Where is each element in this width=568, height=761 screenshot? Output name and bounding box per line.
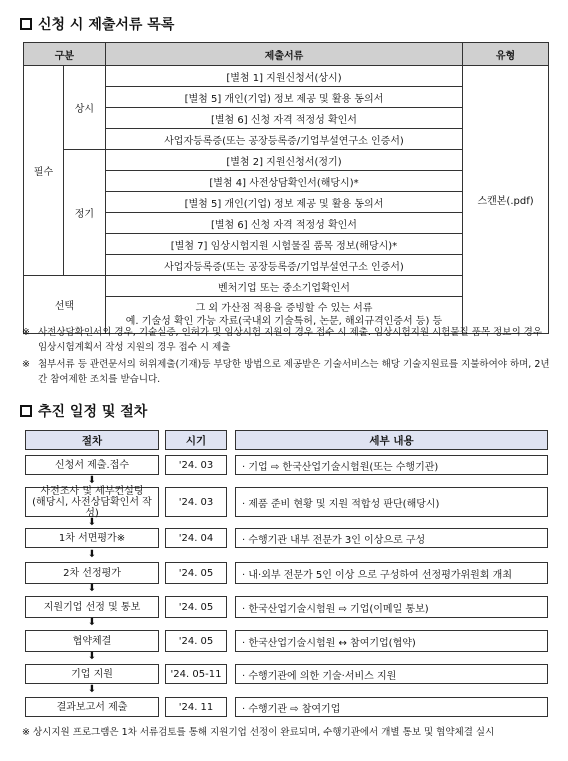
period-box: '24. 03 [165, 487, 227, 517]
note-mark: ※ [22, 327, 30, 338]
document-cell: [별첨 5] 개인(기업) 정보 제공 및 활용 동의서 [105, 192, 462, 213]
note-mark: ※ [22, 359, 30, 370]
arrow-down-icon: ⬇ [87, 475, 97, 486]
document-cell: [별첨 6] 신청 자격 적정성 확인서 [105, 213, 462, 234]
arrow-down-icon: ⬇ [87, 684, 97, 695]
period-box: '24. 05-11 [165, 664, 227, 684]
step-box: 지원기업 선정 및 통보 [25, 596, 159, 618]
document-cell: 사업자등록증(또는 공장등록증/기업부설연구소 인증서) [105, 255, 462, 276]
step-box: 협약체결 [25, 630, 159, 652]
note-false-submission [22, 357, 550, 387]
step-box: 신청서 제출.접수 [25, 455, 159, 475]
period-box: '24. 03 [165, 455, 227, 475]
detail-box: · 수행기관에 의한 기술·서비스 지원 [235, 664, 548, 684]
step-box: 기업 지원 [25, 664, 159, 684]
detail-box: · 내·외부 전문가 5인 이상 으로 구성하여 선정평가위원회 개최 [235, 562, 548, 584]
detail-box: · 한국산업기술시험원 ↔ 참여기업(협약) [235, 630, 548, 652]
detail-box: · 한국산업기술시험원 ⇨ 기업(이메일 통보) [235, 596, 548, 618]
arrow-down-icon: ⬇ [87, 549, 97, 560]
documents-table [23, 42, 549, 334]
document-line: 그 외 가산점 적용을 증빙할 수 있는 서류 [195, 303, 373, 314]
arrow-down-icon: ⬇ [87, 651, 97, 662]
note-text: 사전상담확인서의 경우, 기술실증, 인허가 및 임상시험 지원의 경우 접수 시 제출. 임상시험지원 시험물질 품목 정보의 경우 임상시험계획서 작성 지원의 경우 접수 시 제출 [38, 327, 543, 353]
section-title-schedule [20, 401, 147, 421]
document-cell: [별첨 5] 개인(기업) 정보 제공 및 활용 동의서 [105, 87, 462, 108]
header-documents: 제출서류 [105, 43, 462, 66]
header-type: 유형 [463, 43, 549, 66]
section-title-documents [20, 14, 174, 34]
table-row [24, 66, 549, 87]
document-cell: [별첨 1] 지원신청서(상시) [105, 66, 462, 87]
step-box: 결과보고서 제출 [25, 697, 159, 717]
period-box: '24. 04 [165, 528, 227, 548]
section-title-text: 추진 일정 및 절차 [38, 404, 148, 420]
subcategory-always: 상시 [63, 66, 105, 150]
header-step: 절차 [25, 430, 159, 450]
arrow-down-icon: ⬇ [87, 617, 97, 628]
note-consultation [22, 325, 550, 355]
period-box: '24. 05 [165, 562, 227, 584]
document-cell: 벤처기업 또는 중소기업확인서 [105, 276, 462, 297]
type-cell: 스캔본(.pdf) [463, 66, 549, 334]
step-box: 1차 서면평가※ [25, 528, 159, 548]
step-subtext: (해당시, 사전상담확인서 작성) [32, 496, 152, 519]
document-cell: [별첨 7] 임상시험지원 시험물질 품목 정보(해당시)* [105, 234, 462, 255]
header-category: 구분 [24, 43, 106, 66]
document-cell: [별첨 6] 신청 자격 적정성 확인서 [105, 108, 462, 129]
note-text: 첨부서류 등 관련문서의 허위제출(기재)등 부당한 방법으로 제공받은 기술서비스는 해당 기술지원료를 지불하여야 하며, 2년간 참여제한 조치를 받습니다. [38, 359, 550, 385]
header-detail: 세부 내용 [235, 430, 548, 450]
step-text: 사전조사 및 세부컨설팅 [40, 485, 144, 497]
subcategory-regular: 정기 [63, 150, 105, 276]
detail-box: · 제품 준비 현황 및 지원 적합성 판단(해당시) [235, 487, 548, 517]
detail-box: · 기업 ⇨ 한국산업기술시험원(또는 수행기관) [235, 455, 548, 475]
document-cell: [별첨 4] 사전상담확인서(해당시)* [105, 171, 462, 192]
arrow-down-icon: ⬇ [87, 517, 97, 528]
step-box [25, 487, 159, 517]
period-box: '24. 05 [165, 630, 227, 652]
checkbox-square-icon [20, 18, 32, 30]
document-cell: [별첨 2] 지원신청서(정기) [105, 150, 462, 171]
period-box: '24. 05 [165, 596, 227, 618]
footnote: ※ 상시지원 프로그램은 1차 서류검토를 통해 지원기업 선정이 완료되며, 수행기관에서 개별 통보 및 협약체결 실시 [22, 727, 495, 738]
document-line: 예. 기술성 확인 가능 자료(국내외 기술특허, 논문, 해외규격인증서 등) 등 [125, 316, 443, 327]
category-optional: 선택 [24, 276, 106, 334]
checkbox-square-icon [20, 405, 32, 417]
category-required: 필수 [24, 66, 64, 276]
section-title-text: 신청 시 제출서류 목록 [38, 17, 175, 33]
step-box: 2차 선정평가 [25, 562, 159, 584]
detail-box: · 수행기관 ⇨ 참여기업 [235, 697, 548, 717]
arrow-down-icon: ⬇ [87, 583, 97, 594]
documents-header-row [24, 43, 549, 66]
document-cell: 사업자등록증(또는 공장등록증/기업부설연구소 인증서) [105, 129, 462, 150]
header-period: 시기 [165, 430, 227, 450]
detail-box: · 수행기관 내부 전문가 3인 이상으로 구성 [235, 528, 548, 548]
period-box: '24. 11 [165, 697, 227, 717]
